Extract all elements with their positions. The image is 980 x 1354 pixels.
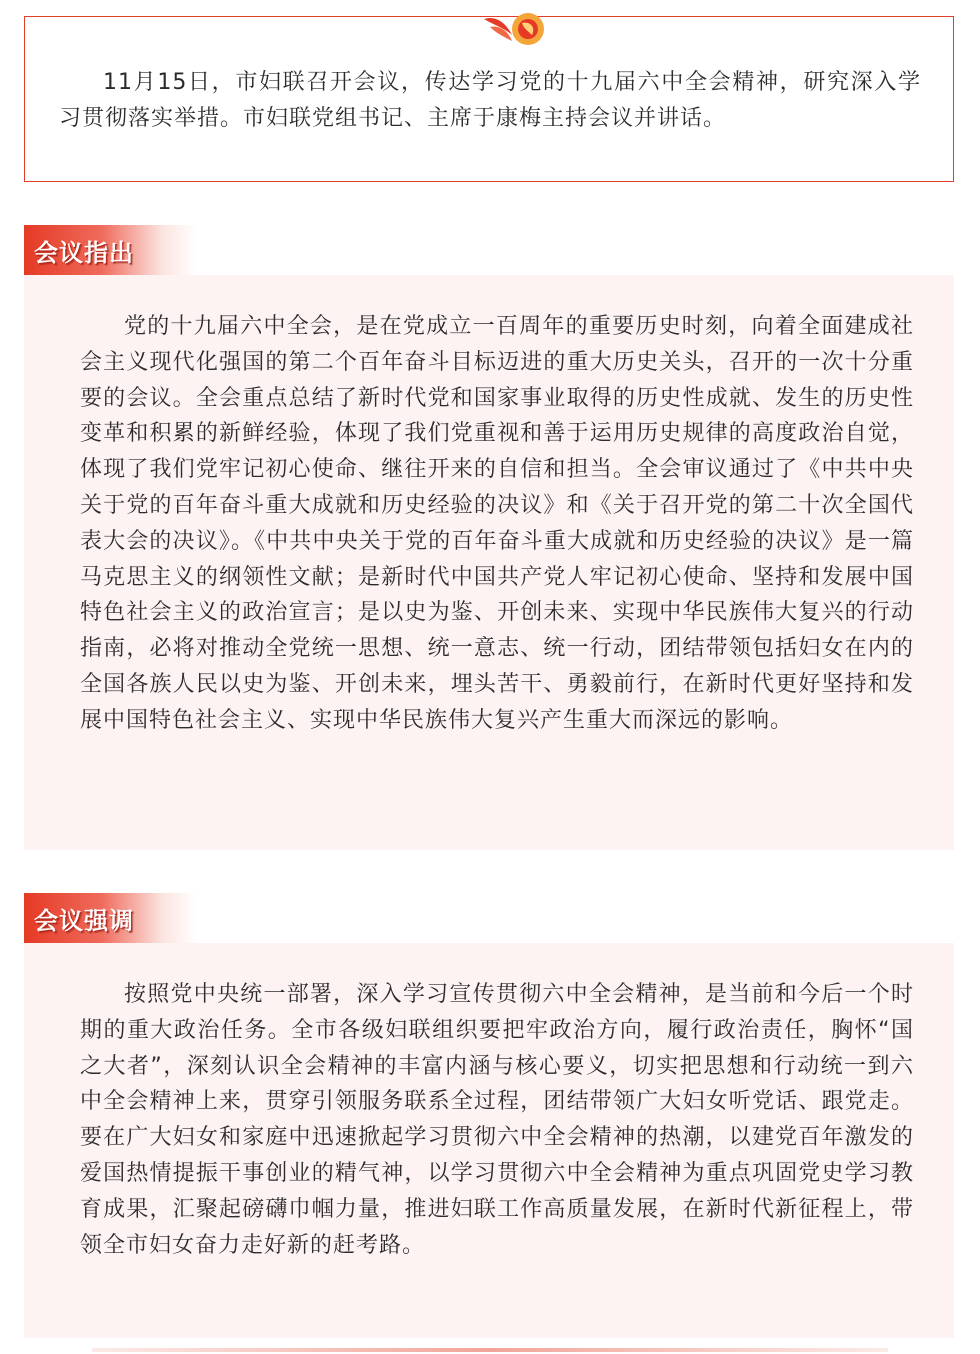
section-panel-meeting-emphasized: [24, 943, 954, 1338]
red-ornament-icon: [482, 13, 554, 53]
section-heading-label: 会议指出: [34, 238, 134, 267]
intro-paragraph: 11月15日，市妇联召开会议，传达学习党的十九届六中全会精神，研究深入学习贯彻落实举措。市妇联党组书记、主席于康梅主持会议并讲话。: [59, 70, 921, 131]
section-paragraph: 党的十九届六中全会，是在党成立一百周年的重要历史时刻，向着全面建成社会主义现代化强国的第二个百年奋斗目标迈进的重大历史关头，召开的一次十分重要的会议。全会重点总结了新时代党和国家事业取得的历史性成就、发生的历史性变革和积累的新鲜经验，体现了我们党重视和善于运用历史规律的高度政治自觉，体现了我们党牢记初心使命、继往开来的自信和担当。全会审议通过了《中共中央关于党的百年奋斗重大成就和历史经验的决议》和《关于召开党的第二十次全国代表大会的决议》。《中共中央关于党的百年奋斗重大成就和历史经验的决议》是一篇马克思主义的纲领性文献；是新时代中国共产党人牢记初心使命、坚持和发展中国特色社会主义的政治宣言；是以史为鉴、开创未来、实现中华民族伟大复兴的行动指南，必将对推动全党统一思想、统一意志、统一行动，团结带领包括妇女在内的全国各族人民以史为鉴、开创未来，埋头苦干、勇毅前行，在新时代更好坚持和发展中国特色社会主义、实现中华民族伟大复兴产生重大而深远的影响。: [80, 314, 914, 733]
section-paragraph: 按照党中央统一部署，深入学习宣传贯彻六中全会精神，是当前和今后一个时期的重大政治任务。全市各级妇联组织要把牢政治方向，履行政治责任，胸怀“国之大者”，深刻认识全会精神的丰富内涵与核心要义，切实把思想和行动统一到六中全会精神上来，贯穿引领服务联系全过程，团结带领广大妇女听党话、跟党走。要在广大妇女和家庭中迅速掀起学习贯彻六中全会精神的热潮，以建党百年激发的爱国热情提振干事创业的精气神，以学习贯彻六中全会精神为重点巩固党史学习教育成果，汇聚起磅礴巾帼力量，推进妇联工作高质量发展，在新时代新征程上，带领全市妇女奋力走好新的赶考路。: [80, 982, 914, 1258]
bottom-divider: [92, 1348, 888, 1352]
section-heading-label: 会议强调: [34, 906, 134, 935]
section-panel-meeting-pointed-out: [24, 275, 954, 850]
section-heading-meeting-pointed-out: [24, 225, 196, 275]
section-heading-meeting-emphasized: [24, 893, 196, 943]
intro-box: [24, 16, 954, 182]
